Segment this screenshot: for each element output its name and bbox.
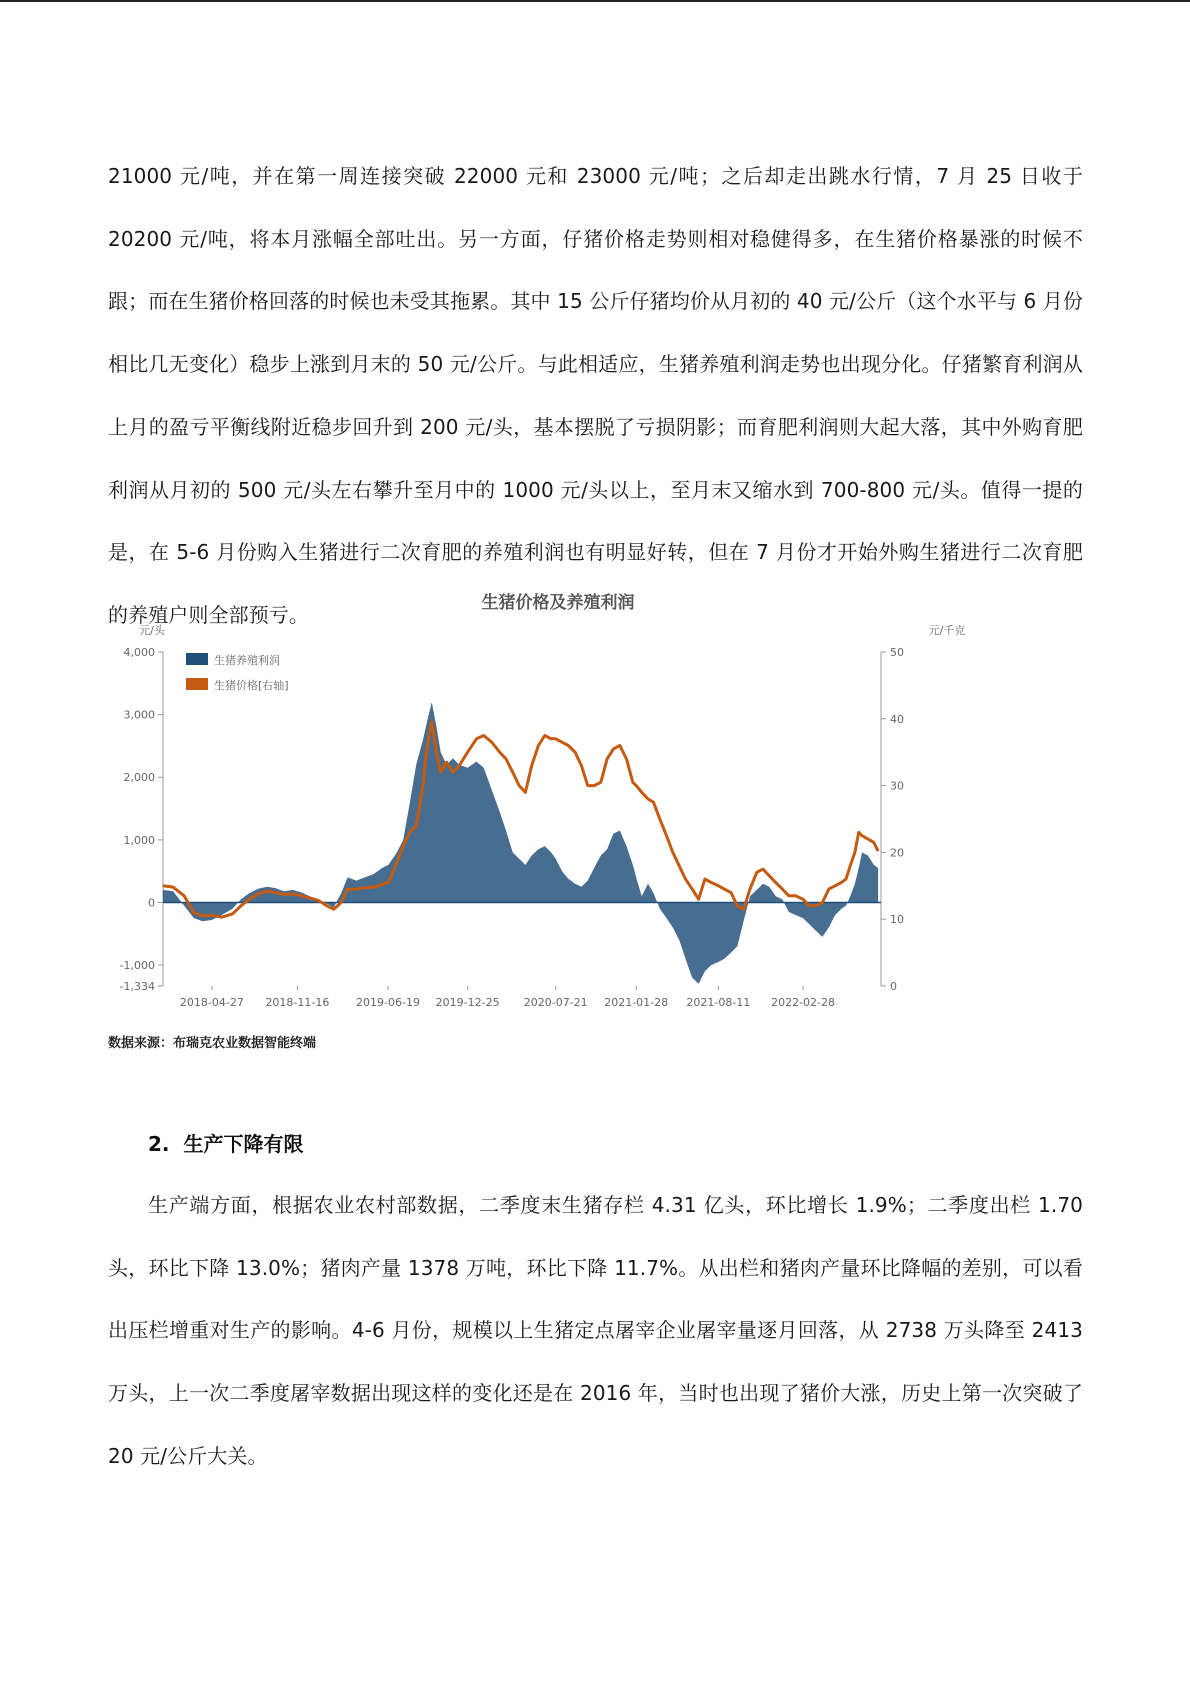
legend — [186, 653, 289, 692]
right-tick-label: 0 — [890, 980, 897, 993]
x-tick-label: 2021-08-11 — [686, 996, 751, 1009]
left-tick-label: 2,000 — [123, 771, 155, 785]
legend-label-profit: 生猪养殖利润 — [214, 654, 280, 667]
right-tick-label: 40 — [890, 712, 904, 726]
right-axis-unit: 元/千克 — [928, 624, 966, 637]
left-tick-label: -1,000 — [119, 959, 155, 973]
x-tick-label: 2018-11-16 — [265, 996, 330, 1009]
x-tick-label: 2019-06-19 — [356, 996, 420, 1009]
body-paragraph-1: 21000 元/吨，并在第一周连接突破 22000 元和 23000 元/吨；之后却走出跳水行情，7 月 25 日收于 20200 元/吨，将本月涨幅全部吐出。另一方面，仔猪价格走势则相对稳健得多，在生猪价格暴涨的时候不跟；而在生猪价格回落的时候也未受其拖累。其中 15 公斤仔猪均价从月初的 40 元/公斤（这个水平与 6 月份相比几无变化）稳步上涨到月末的 50 元/公斤。与此相适应，生猪养殖利润走势也出现分化。仔猪繁育利润从上月的盈亏平衡线附近稳步回升到 200 元/头，基本摆脱了亏损阴影；而育肥利润则大起大落，其中外购育肥利润从月初的 500 元/头左右攀升至月中的 1000 元/头以上，至月末又缩水到 700-800 元/头。值得一提的是，在 5-6 月份购入生猪进行二次育肥的养殖利润也有明显好转，但在 7 月份才开始外购生猪进行二次育肥的养殖户则全部预亏。 — [108, 164, 1083, 627]
x-tick-label: 2022-02-28 — [771, 996, 836, 1009]
pig-price-profit-chart — [108, 584, 988, 1024]
right-tick-label: 10 — [890, 913, 904, 927]
legend-label-price: 生猪价格[右轴] — [214, 679, 289, 692]
section-number: 2. — [148, 1132, 170, 1156]
x-tick-label: 2019-12-25 — [435, 996, 500, 1009]
chart-title: 生猪价格及养殖利润 — [481, 593, 635, 613]
x-axis — [180, 986, 835, 1009]
data-source: 数据来源：布瑞克农业数据智能终端 — [108, 1036, 317, 1051]
x-tick-label: 2018-04-27 — [179, 996, 244, 1009]
top-rule — [0, 0, 1190, 2]
right-tick-label: 20 — [890, 846, 904, 860]
left-axis-unit: 元/头 — [139, 624, 165, 637]
right-tick-label: 30 — [890, 779, 904, 793]
legend-swatch-profit — [186, 653, 208, 665]
x-tick-label: 2021-01-28 — [604, 996, 669, 1009]
left-tick-label: 0 — [148, 896, 155, 910]
x-tick-label: 2020-07-21 — [523, 996, 588, 1009]
body-paragraph-2: 生产端方面，根据农业农村部数据，二季度末生猪存栏 4.31 亿头，环比增长 1.9%；二季度出栏 1.70 头，环比下降 13.0%；猪肉产量 1378 万吨，环比下降 11.7%。从出栏和猪肉产量环比降幅的差别，可以看出压栏增重对生产的影响。4-6 月份，规模以上生猪定点屠宰企业屠宰量逐月回落，从 2738 万头降至 2413 万头，上一次二季度屠宰数据出现这样的变化还是在 2016 年，当时也出现了猪价大涨，历史上第一次突破了 20 元/公斤大关。 — [108, 1193, 1083, 1468]
left-tick-label: -1,334 — [119, 980, 155, 993]
section-title: 生产下降有限 — [183, 1132, 304, 1156]
section-heading — [148, 1128, 304, 1157]
legend-swatch-price — [186, 678, 208, 690]
series-profit-area — [163, 702, 878, 984]
left-tick-label: 4,000 — [123, 646, 155, 659]
left-axis — [120, 646, 163, 993]
right-axis — [881, 646, 904, 993]
left-tick-label: 3,000 — [123, 708, 155, 722]
right-tick-label: 50 — [890, 646, 904, 659]
left-tick-label: 1,000 — [123, 833, 155, 847]
